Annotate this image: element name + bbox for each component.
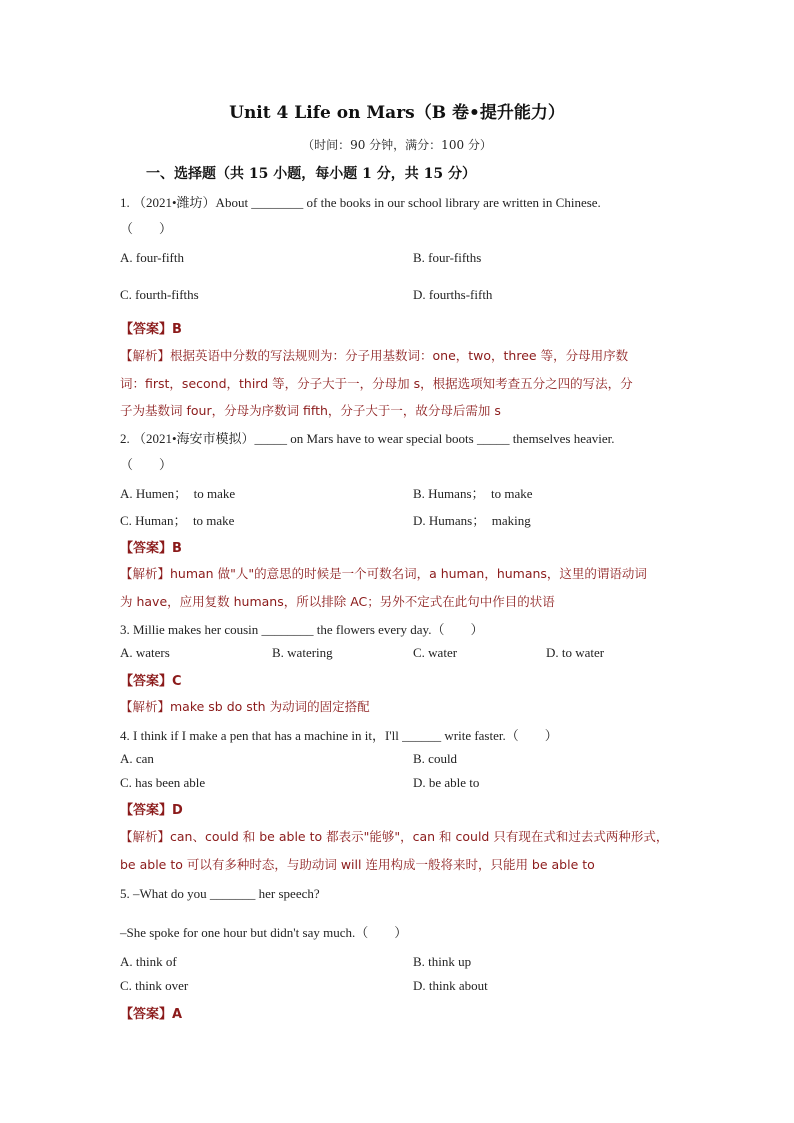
question-3-option-a[interactable]: A. waters — [120, 645, 170, 660]
question-2-analysis-line-1: 【解析】human 做"人"的意思的时候是一个可数名词，a human，humans，这里的谓语动词 — [120, 566, 647, 581]
question-1-option-c[interactable]: C. fourth-fifths — [120, 287, 199, 302]
question-3-option-b[interactable]: B. watering — [272, 645, 333, 660]
question-2-option-c[interactable]: C. Human； to make — [120, 513, 235, 528]
question-5-answer: 【答案】A — [120, 1007, 183, 1022]
question-2-answer: 【答案】B — [120, 541, 182, 556]
question-2-option-b[interactable]: B. Humans； to make — [413, 486, 533, 501]
question-4-option-a[interactable]: A. can — [120, 751, 154, 766]
page-title: Unit 4 Life on Mars（B 卷•提升能力） — [229, 103, 565, 123]
question-5-option-d[interactable]: D. think about — [413, 978, 488, 993]
question-4-stem: 4. I think if I make a pen that has a machine in it，I'll ______ write faster.（ ） — [120, 728, 558, 743]
question-1-option-d[interactable]: D. fourths-fifth — [413, 287, 493, 302]
question-4-option-d[interactable]: D. be able to — [413, 775, 480, 790]
question-1-analysis-line-3: 子为基数词 four，分母为序数词 fifth，分子大于一，故分母后需加 s — [120, 403, 501, 418]
section-heading: 一、选择题（共 15 小题，每小题 1 分，共 15 分） — [146, 166, 476, 182]
question-1-paren: （ ） — [120, 221, 173, 236]
question-5-option-a[interactable]: A. think of — [120, 954, 177, 969]
question-5-option-c[interactable]: C. think over — [120, 978, 189, 993]
question-1-stem: 1. （2021•潍坊）About ________ of the books in our school library are written in Chinese. — [120, 195, 601, 210]
question-1-option-a[interactable]: A. four-fifth — [120, 250, 184, 265]
question-2-option-a[interactable]: A. Humen； to make — [120, 486, 236, 501]
question-1-option-b[interactable]: B. four-fifths — [413, 250, 482, 265]
question-3-stem: 3. Millie makes her cousin ________ the flowers every day.（ ） — [120, 622, 484, 637]
question-3-option-c[interactable]: C. water — [413, 645, 458, 660]
question-2-analysis-line-2: 为 have，应用复数 humans，所以排除 AC；另外不定式在此句中作目的状语 — [120, 594, 555, 609]
question-3-analysis-line-1: 【解析】make sb do sth 为动词的固定搭配 — [120, 699, 370, 714]
question-4-analysis-line-2: be able to 可以有多种时态，与助动词 will 连用构成一般将来时，只能用 be able to — [120, 857, 595, 872]
question-5-stem: 5. –What do you _______ her speech? — [120, 886, 320, 901]
question-2-option-d[interactable]: D. Humans； making — [413, 513, 531, 528]
question-1-analysis-line-1: 【解析】根据英语中分数的写法规则为：分子用基数词：one，two，three 等，分母用序数 — [120, 348, 629, 363]
question-5-option-b[interactable]: B. think up — [413, 954, 472, 969]
question-1-answer: 【答案】B — [120, 322, 182, 337]
question-4-answer: 【答案】D — [120, 803, 183, 818]
page-subtitle: （时间：90 分钟，满分：100 分） — [302, 138, 492, 152]
question-2-paren: （ ） — [120, 457, 173, 472]
question-1-analysis-line-2: 词：first，second，third 等，分子大于一，分母加 s，根据选项知考查五分之四的写法，分 — [120, 376, 633, 391]
question-4-option-b[interactable]: B. could — [413, 751, 458, 766]
question-3-option-d[interactable]: D. to water — [546, 645, 605, 660]
question-5-stem-line-2: –She spoke for one hour but didn't say much.（ ） — [120, 925, 408, 940]
question-4-analysis-line-1: 【解析】can、could 和 be able to 都表示"能够"，can 和 could 只有现在式和过去式两种形式， — [120, 829, 669, 844]
question-3-answer: 【答案】C — [120, 674, 182, 689]
question-2-stem: 2. （2021•海安市模拟）_____ on Mars have to wear special boots _____ themselves heavier. — [120, 431, 615, 446]
question-4-option-c[interactable]: C. has been able — [120, 775, 206, 790]
